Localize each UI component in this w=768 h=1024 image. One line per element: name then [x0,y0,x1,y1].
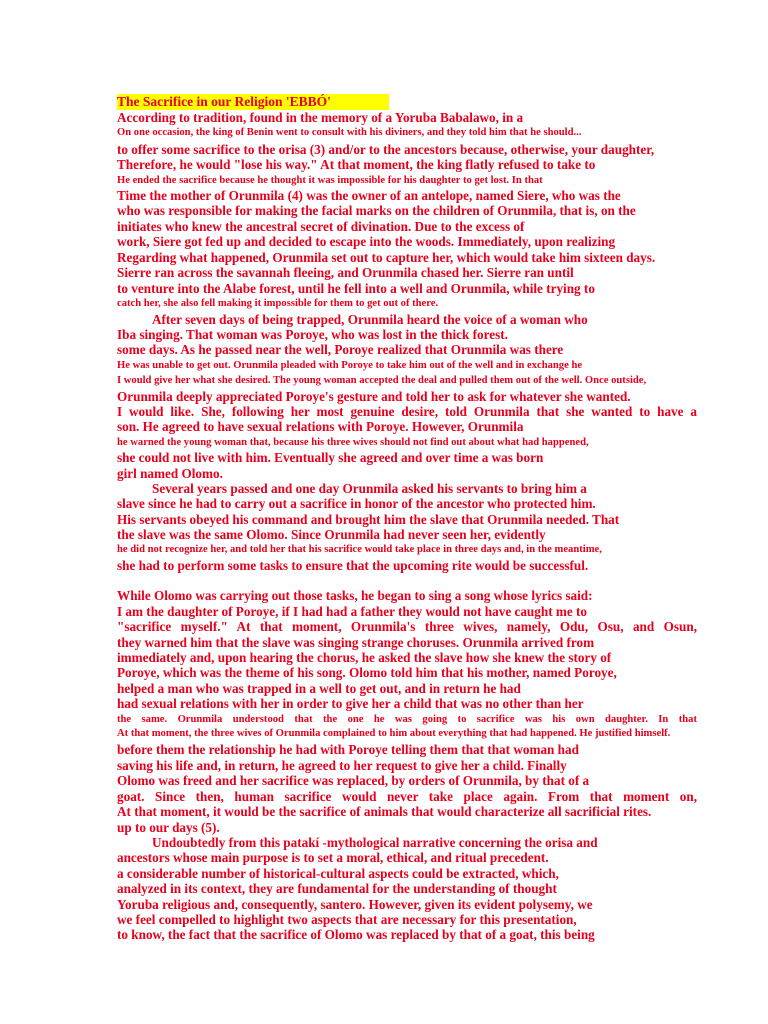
text-line: At that moment, the three wives of Orunmila complained to him about everything that had happened. He justified himself. [117,728,671,739]
text-line: son. He agreed to have sexual relations with Poroye. However, Orunmila [117,419,524,434]
text-line: At that moment, it would be the sacrifice of animals that would characterize all sacrificial rites. [117,804,652,819]
text-line: Poroye, which was the theme of his song. Olomo told him that his mother, named Poroye, [117,665,617,680]
text-line: Time the mother of Orunmila (4) was the owner of an antelope, named Siere, who was the [117,188,621,203]
text-line: On one occasion, the king of Benin went to consult with his diviners, and they told him that he should... [117,127,582,138]
text-line: After seven days of being trapped, Orunmila heard the voice of a woman who [152,312,588,327]
document-title: The Sacrifice in our Religion 'EBBÓ' [117,94,389,110]
text-line: before them the relationship he had with Poroye telling them that that woman had [117,742,579,757]
text-line: Yoruba religious and, consequently, santero. However, given its evident polysemy, we [117,897,593,912]
text-line: the same. Orunmila understood that the one he was going to sacrifice was his own daughter. In that [117,714,697,725]
text-line: Olomo was freed and her sacrifice was replaced, by orders of Orunmila, by that of a [117,773,590,788]
text-line: Regarding what happened, Orunmila set out to capture her, which would take him sixteen days. [117,250,656,265]
text-line: I would give her what she desired. The young woman accepted the deal and pulled them out of the well. Once outside, [117,375,647,386]
text-line: we feel compelled to highlight two aspects that are necessary for this presentation, [117,912,577,927]
text-line: a considerable number of historical-cultural aspects could be extracted, which, [117,866,559,881]
text-line: she could not live with him. Eventually she agreed and over time a was born [117,450,544,465]
text-line: ancestors whose main purpose is to set a moral, ethical, and ritual precedent. [117,850,549,865]
text-line: he did not recognize her, and told her that his sacrifice would take place in three days and, in the meantime, [117,544,602,555]
text-line: helped a man who was trapped in a well to get out, and in return he had [117,681,521,696]
text-line: they warned him that the slave was singing strange choruses. Orunmila arrived from [117,635,595,650]
text-line: I would like. She, following her most genuine desire, told Orunmila that she wanted to have a [117,404,697,419]
text-line: analyzed in its context, they are fundamental for the understanding of thought [117,881,557,896]
text-line: Orunmila deeply appreciated Poroye's gesture and told her to ask for whatever she wanted. [117,389,631,404]
text-line: catch her, she also fell making it impossible for them to get out of there. [117,298,439,309]
text-line: who was responsible for making the facial marks on the children of Orunmila, that is, on the [117,203,636,218]
text-line: saving his life and, in return, he agreed to her request to give her a child. Finally [117,758,567,773]
text-line: had sexual relations with her in order to give her a child that was no other than her [117,696,584,711]
text-line: Therefore, he would "lose his way." At that moment, the king flatly refused to take to [117,157,596,172]
text-line: slave since he had to carry out a sacrifice in honor of the ancestor who protected him. [117,496,596,511]
text-line: up to our days (5). [117,820,220,835]
text-line: Iba singing. That woman was Poroye, who was lost in the thick forest. [117,327,508,342]
text-line: initiates who knew the ancestral secret of divination. Due to the excess of [117,219,525,234]
text-line: He ended the sacrifice because he thought it was impossible for his daughter to get lost. In that [117,175,543,186]
text-line: some days. As he passed near the well, Poroye realized that Orunmila was there [117,342,564,357]
text-line: He was unable to get out. Orunmila pleaded with Poroye to take him out of the well and in exchange he [117,360,583,371]
text-line: "sacrifice myself." At that moment, Orunmila's three wives, namely, Odu, Osu, and Osun, [117,619,697,634]
text-line: immediately and, upon hearing the chorus, he asked the slave how she knew the story of [117,650,612,665]
text-line: girl named Olomo. [117,466,223,481]
text-line: According to tradition, found in the memory of a Yoruba Babalawo, in a [117,110,524,125]
text-line: goat. Since then, human sacrifice would never take place again. From that moment on, [117,789,697,804]
text-line: His servants obeyed his command and brought him the slave that Orunmila needed. That [117,512,620,527]
text-line: she had to perform some tasks to ensure that the upcoming rite would be successful. [117,558,589,573]
text-line: work, Siere got fed up and decided to escape into the woods. Immediately, upon realizing [117,234,616,249]
text-line: to venture into the Alabe forest, until he fell into a well and Orunmila, while trying to [117,281,595,296]
text-line: Sierre ran across the savannah fleeing, and Orunmila chased her. Sierre ran until [117,265,574,280]
text-line: I am the daughter of Poroye, if I had had a father they would not have caught me to [117,604,587,619]
text-line: While Olomo was carrying out those tasks, he began to sing a song whose lyrics said: [117,588,593,603]
text-line: the slave was the same Olomo. Since Orunmila had never seen her, evidently [117,527,546,542]
text-line: Several years passed and one day Orunmila asked his servants to bring him a [152,481,587,496]
text-line: to offer some sacrifice to the orisa (3) and/or to the ancestors because, otherwise, your daughter, [117,142,655,157]
text-line: to know, the fact that the sacrifice of Olomo was replaced by that of a goat, this being [117,927,595,942]
text-line: he warned the young woman that, because his three wives should not find out about what had happened, [117,437,589,448]
text-line: Undoubtedly from this patakí -mythological narrative concerning the orisa and [152,835,598,850]
